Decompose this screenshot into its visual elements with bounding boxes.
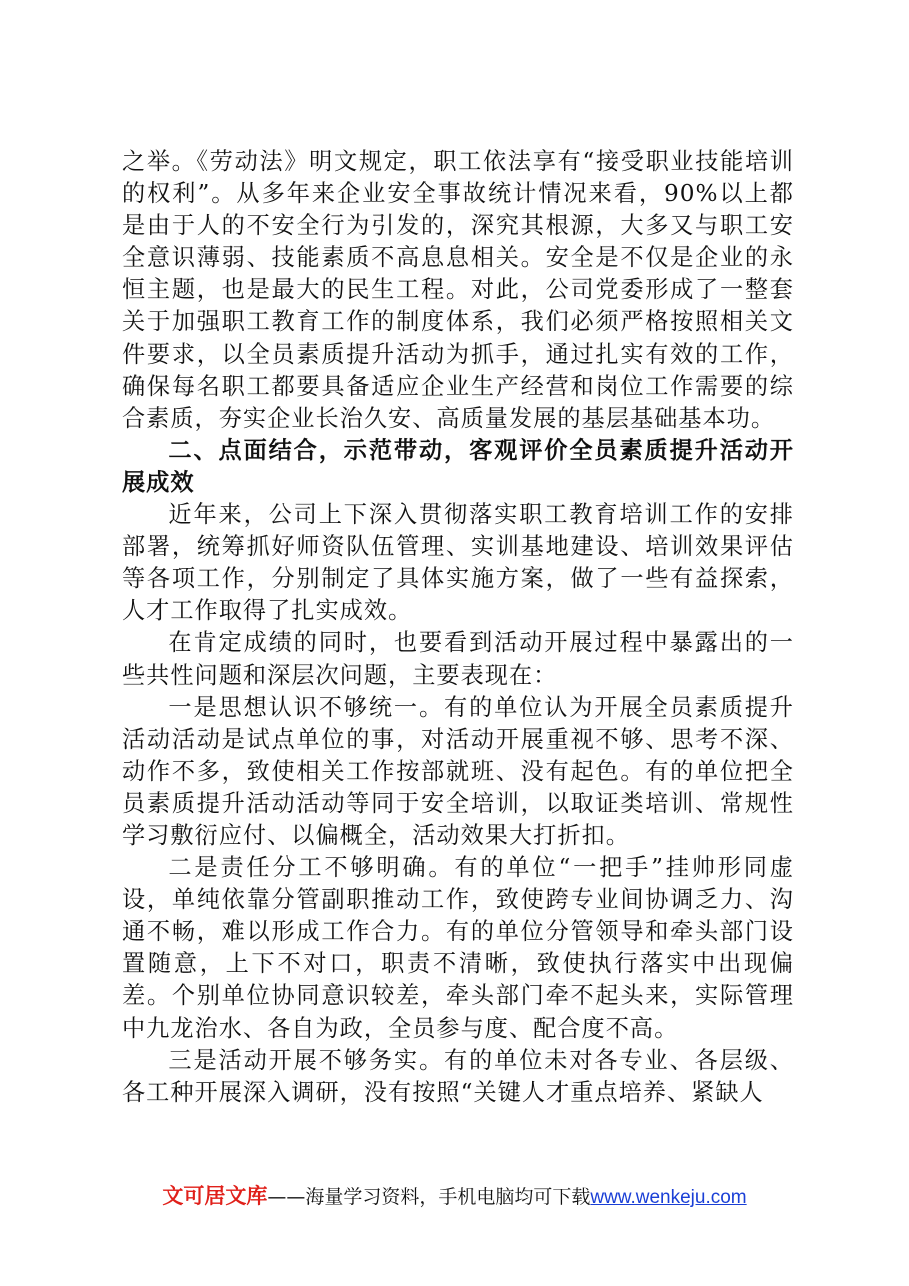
section-heading: 二、点面结合，示范带动，客观评价全员素质提升活动开展成效 [122,436,794,496]
paragraph-problem-3: 三是活动开展不够务实。有的单位未对各专业、各层级、各工种开展深入调研，没有按照“关键人才重点培养、紧缺人 [122,1046,794,1106]
paragraph-continuation: 之举。《劳动法》明文规定，职工依法享有“接受职业技能培训的权利”。从多年来企业安全事故统计情况来看，90%以上都是由于人的不安全行为引发的，深究其根源，大多又与职工安全意识薄弱、技能素质不高息息相关。安全是不仅是企业的永恒主题，也是最大的民生工程。对此，公司党委形成了一整套关于加强职工教育工作的制度体系，我们必须严格按照相关文件要求，以全员素质提升活动为抓手，通过扎实有效的工作，确保每名职工都要具备适应企业生产经营和岗位工作需要的综合素质，夯实企业长治久安、高质量发展的基层基础基本功。 [122,148,794,432]
footer-site-link[interactable]: www.wenkeju.com [590,1187,747,1208]
paragraph-achievements: 近年来，公司上下深入贯彻落实职工教育培训工作的安排部署，统筹抓好师资队伍管理、实训基地建设、培训效果评估等各项工作，分别制定了具体实施方案，做了一些有益探索，人才工作取得了扎实成效。 [122,501,794,625]
footer-banner [0,1182,909,1212]
document-body [122,146,794,1109]
footer-brand: 文可居文库 [162,1184,268,1208]
paragraph-problem-1: 一是思想认识不够统一。有的单位认为开展全员素质提升活动活动是试点单位的事，对活动开展重视不够、思考不深、动作不多，致使相关工作按部就班、没有起色。有的单位把全员素质提升活动活动等同于安全培训，以取证类培训、常规性学习敷衍应付、以偏概全，活动效果大打折扣。 [122,693,794,849]
paragraph-problems-intro: 在肯定成绩的同时，也要看到活动开展过程中暴露出的一些共性问题和深层次问题，主要表现在： [122,629,794,689]
paragraph-problem-2: 二是责任分工不够明确。有的单位“一把手”挂帅形同虚设，单纯依靠分管副职推动工作，致使跨专业间协调乏力、沟通不畅，难以形成工作合力。有的单位分管领导和牵头部门设置随意，上下不对口，职责不清晰，致使执行落实中出现偏差。个别单位协同意识较差，牵头部门牵不起头来，实际管理中九龙治水、各自为政，全员参与度、配合度不高。 [122,854,794,1042]
footer-slogan: ——海量学习资料，手机电脑均可下载 [267,1186,591,1208]
